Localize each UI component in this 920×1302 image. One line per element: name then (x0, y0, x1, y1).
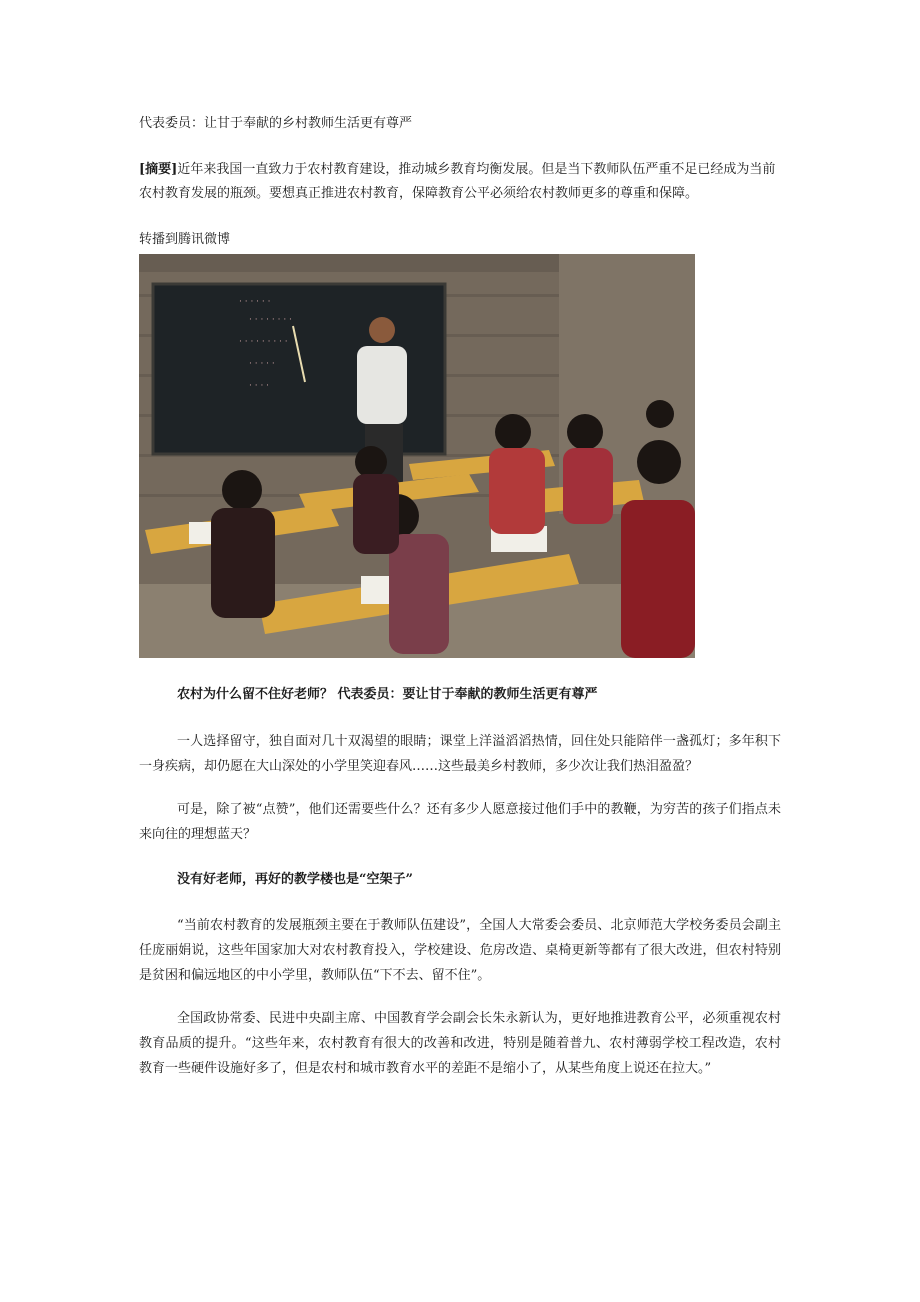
section-heading: 没有好老师，再好的教学楼也是“空架子” (177, 872, 413, 887)
abstract-text: 近年来我国一直致力于农村教育建设，推动城乡教育均衡发展。但是当下教师队伍严重不足已经成为当前农村教育发展的瓶颈。要想真正推进农村教育，保障教育公平必须给农村教师更多的尊重和保障。 (139, 162, 776, 201)
article-title: 代表委员：让甘于奉献的乡村教师生活更有尊严 (139, 116, 413, 131)
classroom-illustration (139, 254, 695, 658)
share-to-weibo-link[interactable]: 转播到腾讯微博 (139, 232, 231, 247)
photo-caption: 农村为什么留不住好老师？ 代表委员：要让甘于奉献的教师生活更有尊严 (177, 687, 598, 702)
svg-text:· · · · ·: · · · · · (249, 359, 275, 369)
abstract-tag: [摘要] (139, 162, 178, 177)
paragraph-3: “当前农村教育的发展瓶颈主要在于教师队伍建设”，全国人大常委会委员、北京师范大学校务委员会副主任庞丽娟说，这些年国家加大对农村教育投入，学校建设、危房改造、桌椅更新等都有了很大改进，但农村特别是贫困和偏远地区的中小学里，教师队伍“下不去、留不住”。 (139, 918, 781, 983)
classroom-photo (139, 254, 695, 658)
svg-text:· · · ·: · · · · (249, 381, 270, 391)
paragraph-4: 全国政协常委、民进中央副主席、中国教育学会副会长朱永新认为，更好地推进教育公平，必须重视农村教育品质的提升。“这些年来，农村教育有很大的改善和改进，特别是随着普九、农村薄弱学校工程改造，农村教育一些硬件设施好多了，但是农村和城市教育水平的差距不是缩小了，从某些角度上说还在拉大。” (139, 1011, 781, 1076)
paragraph-1: 一人选择留守，独自面对几十双渴望的眼睛；课堂上洋溢滔滔热情，回住处只能陪伴一盏孤灯；多年积下一身疾病，却仍愿在大山深处的小学里笑迎春风……这些最美乡村教师，多少次让我们热泪盈盈？ (139, 734, 781, 774)
paragraph-2: 可是，除了被“点赞”，他们还需要些什么？还有多少人愿意接过他们手中的教鞭，为穷苦的孩子们指点未来向往的理想蓝天？ (139, 802, 781, 842)
svg-text:· · · · · ·: · · · · · · (239, 297, 271, 307)
svg-text:· · · · · · · · ·: · · · · · · · · · (239, 337, 288, 347)
svg-text:· · · · · · · ·: · · · · · · · · (249, 315, 292, 325)
article-abstract (139, 158, 781, 206)
